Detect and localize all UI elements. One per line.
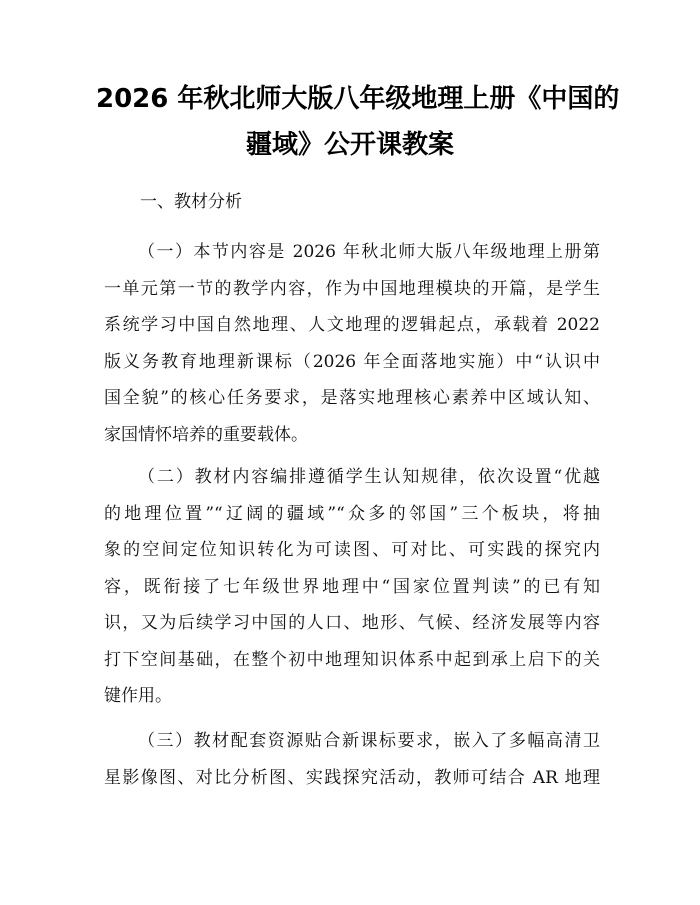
paragraph-line: 版义务教育地理新课标（2026 年全面落地实施）中“认识中 [104, 351, 600, 372]
paragraph-line: （二）教材内容编排遵循学生认知规律，依次设置“优越 [138, 467, 600, 487]
paragraph-line: 一单元第一节的教学内容，作为中国地理模块的开篇，是学生 [104, 278, 600, 299]
section-heading: 一、教材分析 [140, 192, 242, 212]
paragraph-line: 国全貌”的核心任务要求，是落实地理核心素养中区域认知、 [104, 388, 600, 408]
document-title-line-1: 2026 年秋北师大版八年级地理上册《中国的 [96, 84, 620, 114]
paragraph-line: （三）教材配套资源贴合新课标要求，嵌入了多幅高清卫 [138, 731, 600, 751]
paragraph-1 [104, 240, 600, 459]
document-title-line-2: 疆域》公开课教案 [245, 130, 454, 160]
paragraph-line: 系统学习中国自然地理、人文地理的逻辑起点，承载着 2022 [104, 315, 600, 335]
paragraph-line: 的地理位置”“辽阔的疆域”“众多的邻国”三个板块，将抽 [104, 503, 600, 524]
paragraph-line: （一）本节内容是 2026 年秋北师大版八年级地理上册第 [138, 242, 600, 262]
paragraph-line: 键作用。 [104, 686, 172, 706]
paragraph-line: 识，又为后续学习中国的人口、地形、气候、经济发展等内容 [104, 613, 600, 633]
paragraph-line: 象的空间定位知识转化为可读图、可对比、可实践的探究内 [104, 540, 600, 560]
paragraph-line: 家国情怀培养的重要载体。 [104, 424, 308, 445]
paragraph-3 [104, 729, 600, 802]
paragraph-2 [104, 465, 600, 721]
paragraph-line: 打下空间基础，在整个初中地理知识体系中起到承上启下的关 [104, 649, 600, 670]
paragraph-line: 容，既衔接了七年级世界地理中“国家位置判读”的已有知 [104, 576, 600, 597]
paragraph-line: 星影像图、对比分析图、实践探究活动，教师可结合 AR 地理 [104, 767, 600, 788]
